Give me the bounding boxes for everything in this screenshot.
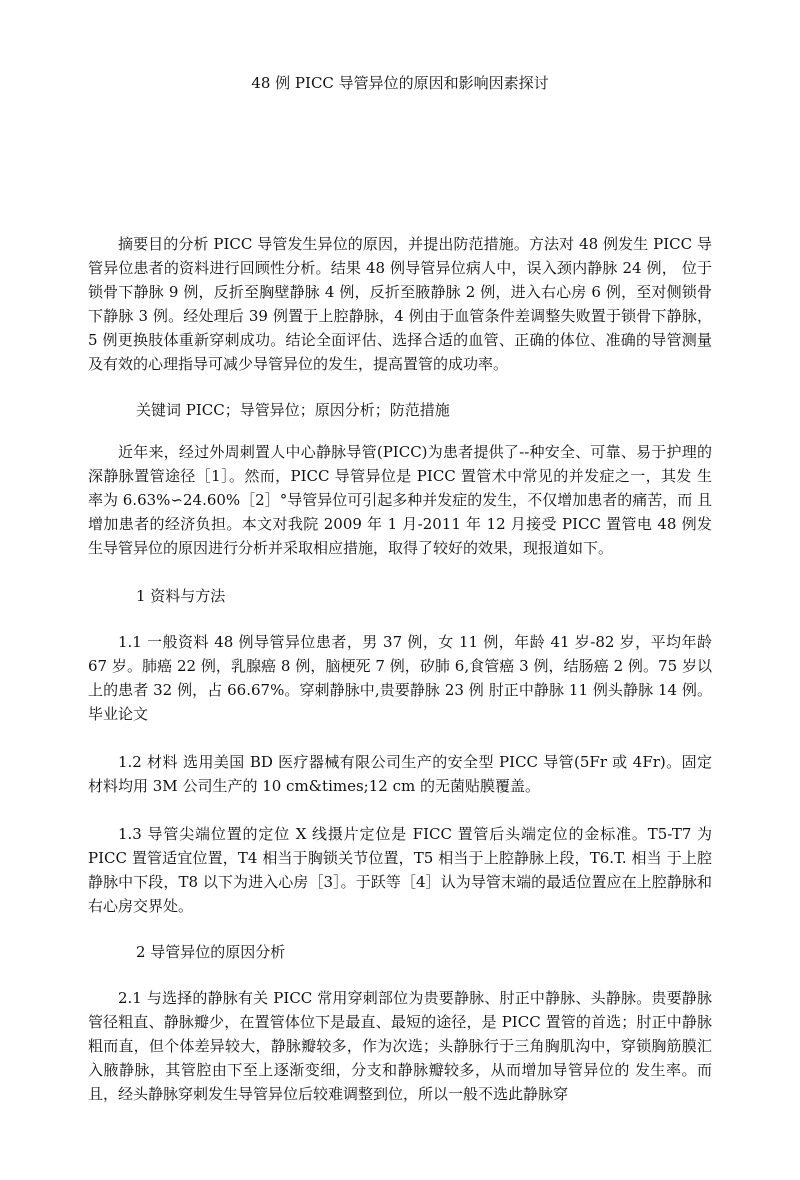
section-2-1-paragraph: 2.1 与选择的静脉有关 PICC 常用穿刺部位为贵要静脉、肘正中静脉、头静脉。贵要静脉管径粗直、静脉瓣少，在置管体位下是最直、最短的途径，是 PICC 置管的首选；肘正中静脉粗而直，但个体差异较大，静脉瓣较多，作为次选；头静脉行于三角胸肌沟中，穿锁胸筋膜汇入腋静脉，其管腔由下至上逐渐变细，分支和静脉瓣较多，从而增加导管异位的 发生率。而且，经头静脉穿刺发生导管异位后较难调整到位，所以一般不选此静脉穿 bbox=[88, 989, 712, 1103]
section-1-heading: 1 资料与方法 bbox=[136, 587, 226, 605]
document-title: 48 例 PICC 导管异位的原因和影响因素探讨 bbox=[251, 74, 549, 92]
section-1-2-paragraph: 1.2 材料 选用美国 BD 医疗器械有限公司生产的安全型 PICC 导管(5Fr 或 4Fr)。固定材料均用 3M 公司生产的 10 cm&times;12 cm 的无菌贴膜覆盖。 bbox=[88, 753, 712, 795]
intro-paragraph: 近年来，经过外周刺置人中心静脉导管(PICC)为患者提供了--种安全、可靠、易于护理的深静脉置管途径［1］。然而，PICC 导管异位是 PICC 置管术中常见的并发症之一，其发 生率为 6.63%∽24.60%［2］°导管异位可引起多种并发症的发生，不仅增加患者的痛苦，而 且增加患者的经济负担。本文对我院 2009 年 1 月-2011 年 12 月接受 PICC 置管电 48 例发 生导管异位的原因进行分析并采取相应措施，取得了较好的效果，现报道如下。 bbox=[88, 443, 712, 557]
section-2-heading: 2 导管异位的原因分析 bbox=[136, 943, 286, 961]
abstract-paragraph: 摘要目的分析 PICC 导管发生异位的原因，并提出防范措施。方法对 48 例发生 PICC 导管异位患者的资料进行回顾性分析。结果 48 例导管异位病人中，误入颈内静脉 24 例， 位于锁骨下静脉 9 例，反折至胸壁静脉 4 例，反折至腋静脉 2 例，进入右心房 6 例，至对侧锁骨下静脉 3 例。经处理后 39 例置于上腔静脉，4 例由于血管条件差调整失败置于锁骨下静脉，5 例更换肢体重新穿刺成功。结论全面评估、选择合适的血管、正确的体位、准确的导管测量及有效的心理指导可减少导管异位的发生，提高置管的成功率。 bbox=[88, 235, 712, 373]
section-1-1-paragraph: 1.1 一般资料 48 例导管异位患者，男 37 例，女 11 例，年龄 41 岁-82 岁，平均年龄 67 岁。肺癌 22 例，乳腺癌 8 例，脑梗死 7 例，矽肺 6,食管癌 3 例，结肠癌 2 例。75 岁以上的患者 32 例，占 66.67%。穿刺静脉中,贵要静脉 23 例 肘正中静脉 11 例头静脉 14 例。毕业论文 bbox=[88, 633, 712, 723]
keywords-line: 关键词 PICC；导管异位；原因分析；防范措施 bbox=[136, 401, 450, 419]
section-1-3-paragraph: 1.3 导管尖端位置的定位 X 线摄片定位是 FICC 置管后头端定位的金标准。T5-T7 为 PICC 置管适宜位置，T4 相当于胸锁关节位置，T5 相当于上腔静脉上段，T6.T. 相当 于上腔静脉中下段，T8 以下为进入心房［3］。于跃等［4］认为导管末端的最适位置应在上腔静脉和右心房交界处。 bbox=[88, 825, 712, 915]
